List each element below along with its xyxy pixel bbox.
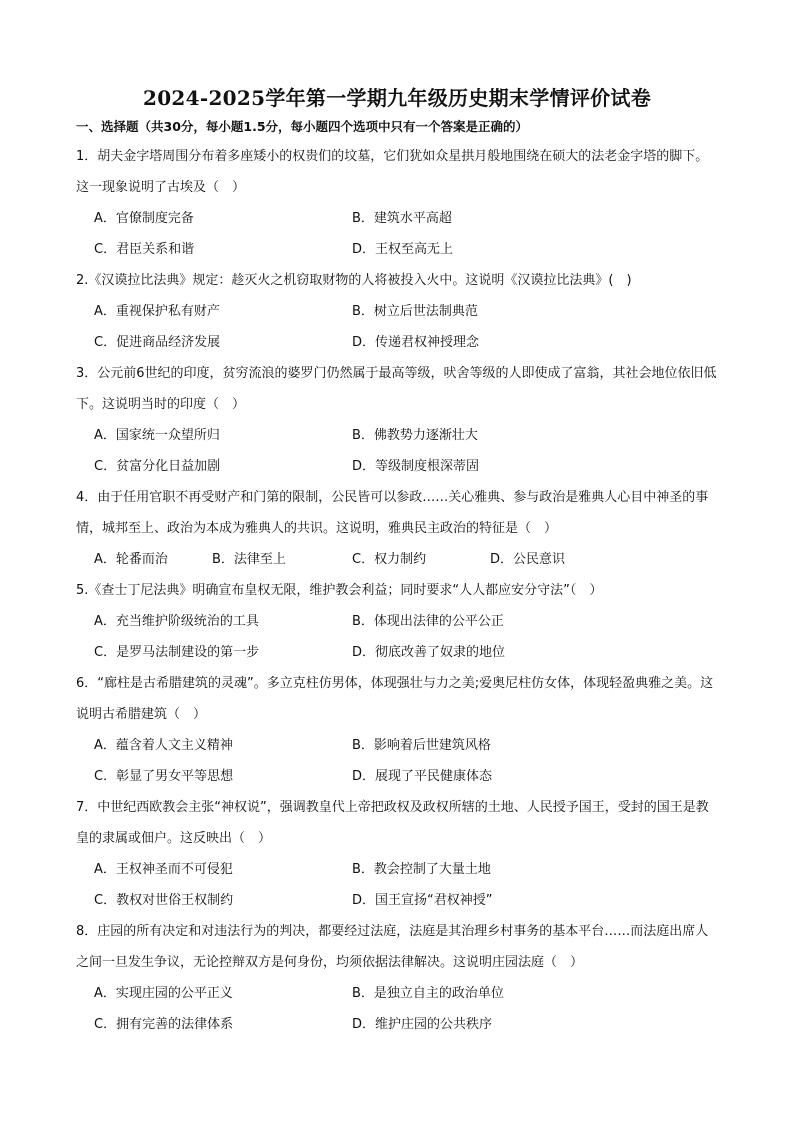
- options-row: [76, 606, 718, 637]
- question-1: [76, 141, 718, 265]
- option-b: B．建筑水平高超: [352, 211, 452, 226]
- option-a: A．轮番而治: [94, 552, 168, 567]
- question-stem: 8．庄园的所有决定和对违法行为的判决，都要经过法庭，法庭是其治理乡村事务的基本平台……而法庭出席人之间一旦发生争议，无论控辩双方是何身份，均须依据法律解决。这说明庄园法庭（ ）: [76, 924, 709, 970]
- option-d: D．维护庄园的公共秩序: [352, 1017, 493, 1032]
- options-row: [76, 451, 718, 482]
- options-row: [76, 637, 718, 668]
- question-stem: 2.《汉谟拉比法典》规定：趁灭火之机窃取财物的人将被投入火中。这说明《汉谟拉比法典》( ): [76, 273, 632, 288]
- question-6: [76, 668, 718, 792]
- exam-title: 2024-2025学年第一学期九年级历史期末学情评价试卷: [142, 86, 652, 110]
- option-b: B．体现出法律的公平公正: [352, 614, 504, 629]
- question-2: [76, 265, 718, 358]
- option-a: A．蕴含着人文主义精神: [94, 738, 233, 753]
- question-8: [76, 916, 718, 1040]
- options-row: [76, 544, 718, 575]
- option-a: A．重视保护私有财产: [94, 304, 220, 319]
- option-d: D．公民意识: [490, 552, 566, 567]
- options-row: [76, 420, 718, 451]
- options-row: [76, 296, 718, 327]
- option-a: A．国家统一众望所归: [94, 428, 220, 443]
- option-d: D．彻底改善了奴隶的地位: [352, 645, 506, 660]
- options-row: [76, 978, 718, 1009]
- option-d: D．国王宣扬“君权神授”: [352, 893, 493, 908]
- options-row: [76, 854, 718, 885]
- option-c: C．彰显了男女平等思想: [94, 769, 234, 784]
- option-c: C．君臣关系和谐: [94, 242, 195, 257]
- options-row: [76, 761, 718, 792]
- question-stem: 1．胡夫金字塔周围分布着多座矮小的权贵们的坟墓，它们犹如众星拱月般地围绕在硕大的法老金字塔的脚下。这一现象说明了古埃及（ ）: [76, 149, 709, 195]
- option-b: B．教会控制了大量土地: [352, 862, 491, 877]
- option-c: C．教权对世俗王权制约: [94, 893, 234, 908]
- option-b: B．法律至上: [212, 552, 286, 567]
- options-row: [76, 203, 718, 234]
- option-a: A．官僚制度完备: [94, 211, 194, 226]
- question-stem: 7．中世纪西欧教会主张“神权说”，强调教皇代上帝把政权及政权所辖的土地、人民授予国王，受封的国王是教皇的隶属或佃户。这反映出（ ）: [76, 800, 709, 846]
- question-7: [76, 792, 718, 916]
- options-row: [76, 234, 718, 265]
- option-b: B．佛教势力逐渐壮大: [352, 428, 478, 443]
- option-a: A．王权神圣而不可侵犯: [94, 862, 233, 877]
- options-row: [76, 1009, 718, 1040]
- option-a: A．充当维护阶级统治的工具: [94, 614, 259, 629]
- options-row: [76, 885, 718, 916]
- option-a: A．实现庄园的公平正义: [94, 986, 233, 1001]
- option-b: B．是独立自主的政治单位: [352, 986, 504, 1001]
- question-5: [76, 575, 718, 668]
- question-3: [76, 358, 718, 482]
- question-stem: 4．由于任用官职不再受财产和门第的限制，公民皆可以参政……关心雅典、参与政治是雅典人心目中神圣的事情，城邦至上、政治为本成为雅典人的共识。这说明，雅典民主政治的特征是（ ）: [76, 490, 709, 536]
- question-stem: 6．“廊柱是古希腊建筑的灵魂”。多立克柱仿男体，体现强壮与力之美;爱奥尼柱仿女体，体现轻盈典雅之美。这说明古希腊建筑（ ）: [76, 676, 714, 722]
- option-c: C．贫富分化日益加剧: [94, 459, 221, 474]
- option-b: B．影响着后世建筑风格: [352, 738, 491, 753]
- option-d: D．王权至高无上: [352, 242, 454, 257]
- question-stem: 3．公元前6世纪的印度，贫穷流浪的婆罗门仍然属于最高等级，吠舍等级的人即使成了富翁，其社会地位依旧低下。这说明当时的印度（ ）: [76, 366, 717, 412]
- option-d: D．传递君权神授理念: [352, 335, 480, 350]
- options-row: [76, 327, 718, 358]
- option-c: C．是罗马法制建设的第一步: [94, 645, 260, 660]
- option-d: D．展现了平民健康体态: [352, 769, 493, 784]
- question-stem: 5.《查士丁尼法典》明确宣布皇权无限，维护教会利益；同时要求“人人都应安分守法”（ ）: [76, 583, 603, 598]
- section-heading: 一、选择题（共30分，每小题1.5分，每小题四个选项中只有一个答案是正确的）: [76, 119, 529, 134]
- option-c: C．拥有完善的法律体系: [94, 1017, 234, 1032]
- option-c: C．促进商品经济发展: [94, 335, 221, 350]
- options-row: [76, 730, 718, 761]
- question-4: [76, 482, 718, 575]
- option-b: B．树立后世法制典范: [352, 304, 478, 319]
- option-d: D．等级制度根深蒂固: [352, 459, 480, 474]
- option-c: C．权力制约: [352, 552, 427, 567]
